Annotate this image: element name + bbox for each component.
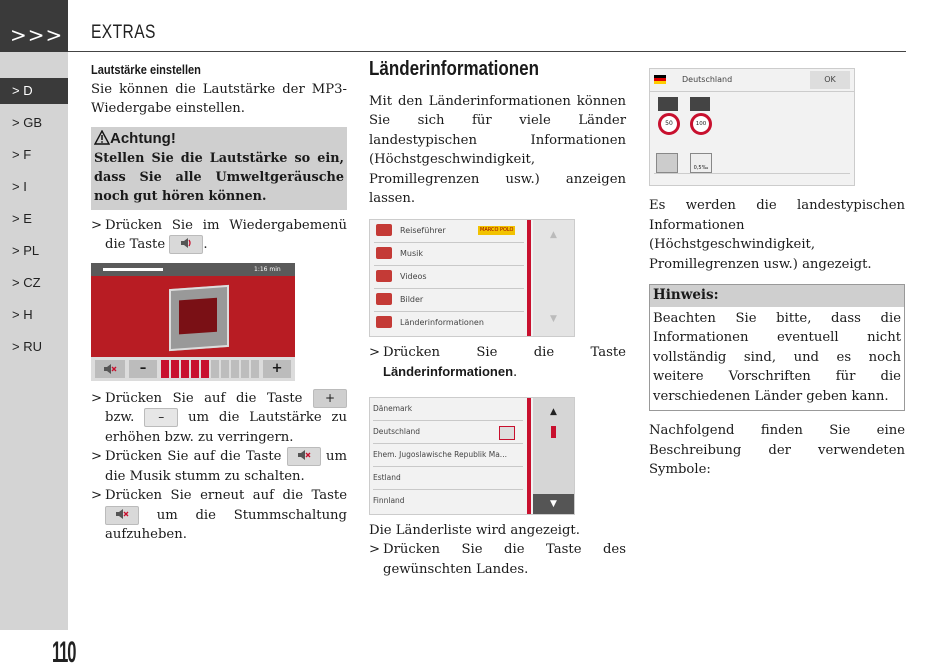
selected-country: Deutschland	[682, 75, 733, 84]
page-number: 110	[52, 636, 76, 669]
video-icon	[376, 270, 392, 282]
menu-label: Bilder	[400, 294, 424, 304]
scroll-up-icon[interactable]: ▲	[550, 406, 557, 417]
speed-limit-country: 100	[690, 113, 712, 135]
progress-fill	[103, 268, 163, 271]
list-scrollbar[interactable]	[533, 398, 574, 514]
step-text-end: .	[513, 365, 518, 380]
step-open-volume	[91, 216, 347, 255]
country-info-intro: Mit den Länderinformationen können Sie sich für viele Länder landestypischen Informationen (Höchstgeschwindigkeit, Promillegrenzen usw.) anzeigen lassen.	[369, 93, 626, 206]
unmute-key-button[interactable]	[105, 506, 139, 525]
warning-triangle-icon	[94, 130, 110, 145]
lang-link-ru[interactable]: > RU	[12, 339, 42, 354]
column-right	[649, 60, 905, 480]
mute-icon	[114, 507, 130, 521]
column-left	[91, 60, 347, 545]
info-sign-icon	[499, 426, 515, 440]
section-subhead-volume: Lautstärke einstellen	[91, 62, 201, 77]
music-icon	[376, 247, 392, 259]
volume-level	[161, 360, 259, 378]
player-time: 1:16 min	[254, 265, 281, 273]
ok-button[interactable]: OK	[810, 71, 850, 89]
scroll-up-icon[interactable]: ▲	[550, 229, 557, 240]
picture-icon	[376, 293, 392, 305]
mute-key-button[interactable]	[287, 447, 321, 466]
country-row[interactable]: Ehem. Jugoslawische Republik Ma...	[373, 444, 523, 467]
scroll-down-icon[interactable]: ▼	[533, 494, 574, 514]
hint-box	[649, 284, 905, 411]
step-press-country-info	[369, 343, 626, 383]
step-text: um die Stummschaltung aufzuheben.	[105, 507, 347, 542]
mute-button[interactable]	[95, 360, 125, 378]
globe-icon	[376, 316, 392, 328]
scroll-accent	[527, 220, 531, 336]
mute-icon	[296, 448, 312, 462]
menu-item-pictures[interactable]	[374, 289, 524, 312]
speaker-hand-icon	[178, 236, 194, 250]
warning-heading	[94, 129, 344, 149]
scroll-down-icon[interactable]: ▼	[550, 314, 557, 324]
country-list-screenshot	[369, 397, 575, 515]
step-text: Drücken Sie die Taste	[383, 344, 626, 360]
country-info-result: Es werden die landestypischen Informationen (Höchstgeschwindigkeit, Promillegrenzen usw.) angezeigt.	[649, 198, 905, 272]
menu-label: Reiseführer	[400, 225, 446, 235]
section-heading-country-info: Länderinformationen	[369, 58, 540, 80]
step-select-country	[369, 540, 626, 579]
menu-item-music[interactable]	[374, 243, 524, 266]
menu-scrollbar[interactable]	[533, 220, 574, 336]
album-cover	[169, 284, 229, 350]
town-sign-icon	[658, 97, 678, 111]
country-row[interactable]: Estland	[373, 467, 523, 490]
header-divider	[68, 51, 906, 52]
step-text: um die Musik stumm zu schalten.	[105, 449, 347, 484]
vehicle-icon	[656, 153, 678, 173]
step-text: Drücken Sie die Taste des gewünschten Landes.	[383, 542, 626, 577]
marco-polo-badge: MARCO POLO	[480, 226, 514, 233]
german-flag-icon	[654, 75, 666, 84]
volume-intro: Sie können die Lautstärke der MP3-Wiedergabe einstellen.	[91, 81, 347, 116]
step-adjust-volume	[91, 389, 347, 448]
country-row[interactable]: Dänemark	[373, 398, 523, 421]
lang-link-cz[interactable]: > CZ	[12, 275, 41, 290]
country-row[interactable]: Finnland	[373, 495, 405, 505]
warning-text: Stellen Sie die Lautstärke so ein, dass Sie alle Umweltgeräusche noch gut hören können.	[94, 150, 344, 204]
column-middle	[369, 60, 626, 579]
scroll-accent	[527, 398, 531, 514]
minus-key-button[interactable]: –	[144, 408, 178, 427]
volume-key-button[interactable]	[169, 235, 203, 254]
country-road-sign-icon	[690, 97, 710, 111]
sidebar-top-chevrons: >>>	[0, 0, 68, 52]
warning-title: Achtung!	[110, 129, 176, 147]
step-text: Drücken Sie erneut auf die Taste	[105, 488, 347, 503]
lang-link-e[interactable]: > E	[12, 211, 32, 226]
lang-link-i[interactable]: > I	[12, 179, 27, 194]
step-text: bzw.	[105, 410, 135, 425]
lang-link-h[interactable]: > H	[12, 307, 33, 322]
hint-text: Beachten Sie bitte, dass die Informationen eventuell nicht vollständig sind, und es noch weitere Vorschriften für die verschiedenen Länder geben kann.	[653, 310, 901, 404]
speed-limit-town: 50	[658, 113, 680, 135]
menu-label: Länderinformationen	[400, 317, 484, 327]
menu-label: Musik	[400, 248, 423, 258]
menu-item-country-info[interactable]	[374, 312, 524, 334]
step-text-end: .	[203, 237, 208, 252]
player-screenshot	[91, 263, 295, 381]
step-text: Drücken Sie auf die Taste	[105, 390, 303, 406]
scroll-thumb[interactable]	[551, 426, 556, 438]
book-icon	[376, 224, 392, 236]
player-controls	[91, 357, 295, 381]
lang-link-pl[interactable]: > PL	[12, 243, 40, 258]
step-mute	[91, 447, 347, 486]
player-progress-bar	[91, 263, 295, 276]
country-info-screenshot	[649, 68, 855, 186]
step-unmute	[91, 486, 347, 545]
country-row[interactable]	[373, 421, 523, 444]
step-text: Drücken Sie im Wiedergabemenü die Taste	[105, 217, 347, 252]
step-text: Drücken Sie auf die Taste	[105, 449, 282, 464]
page-title: EXTRAS	[91, 22, 156, 43]
menu-item-travel-guide[interactable]	[374, 220, 524, 243]
alcohol-limit: 0,5‰	[690, 153, 712, 173]
lang-link-d[interactable]: > D	[0, 78, 68, 104]
volume-down-button[interactable]: –	[129, 360, 157, 378]
volume-up-button[interactable]: +	[263, 360, 291, 378]
step-text: um die Lautstärke zu erhöhen bzw. zu verringern.	[105, 410, 347, 445]
plus-key-button[interactable]: +	[313, 389, 347, 408]
country-info-key-label: Länderinformationen	[383, 364, 514, 379]
menu-item-videos[interactable]	[374, 266, 524, 289]
lang-link-f[interactable]: > F	[12, 147, 32, 162]
country-label: Deutschland	[373, 426, 421, 436]
warning-box	[91, 127, 347, 210]
symbols-intro: Nachfolgend finden Sie eine Beschreibung der verwendeten Symbole:	[649, 423, 905, 477]
hint-title: Hinweis:	[650, 285, 904, 307]
country-list-note: Die Länderliste wird angezeigt.	[369, 522, 580, 538]
album-art	[179, 297, 217, 334]
mute-icon	[102, 362, 118, 376]
menu-label: Videos	[400, 271, 427, 281]
lang-link-gb[interactable]: > GB	[12, 115, 42, 130]
sidebar	[0, 0, 68, 630]
extras-menu-screenshot	[369, 219, 575, 337]
